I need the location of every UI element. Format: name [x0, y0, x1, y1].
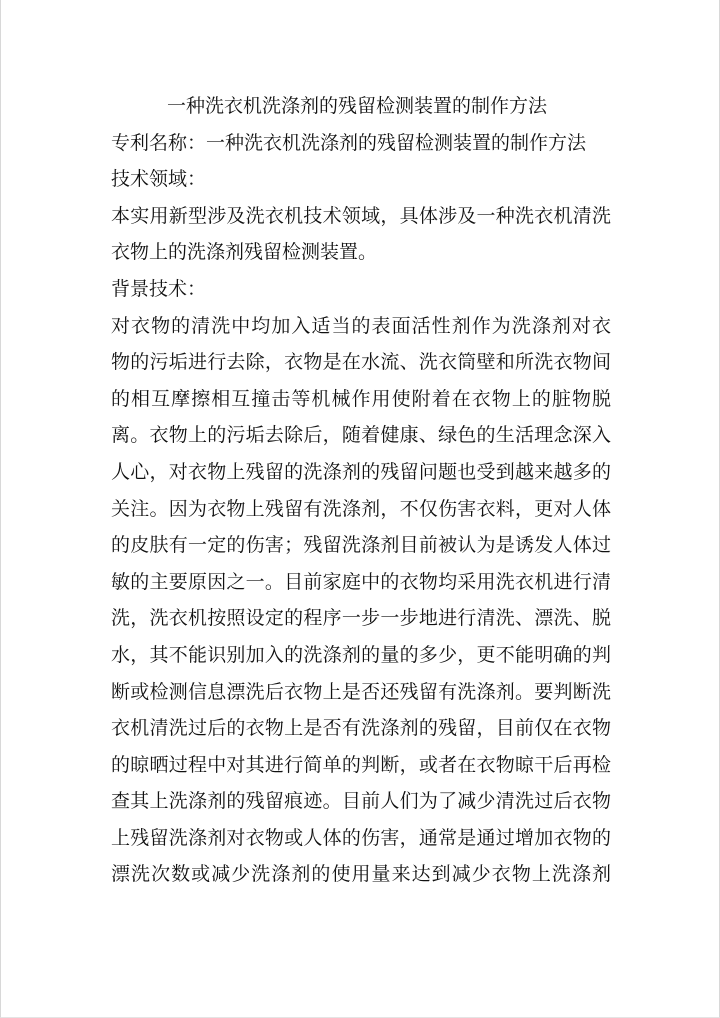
background-line: 水，其不能识别加入的洗涤剂的量的多少，更不能明确的判: [111, 643, 611, 666]
background-line: 查其上洗涤剂的残留痕迹。目前人们为了减少清洗过后衣物: [111, 790, 611, 813]
background-line: 的皮肤有一定的伤害；残留洗涤剂目前被认为是诱发人体过: [111, 534, 611, 557]
background-line: 洗，洗衣机按照设定的程序一步一步地进行清洗、漂洗、脱: [111, 607, 611, 630]
background-line: 对衣物的清洗中均加入适当的表面活性剂作为洗涤剂对衣: [111, 314, 611, 337]
background-line: 的相互摩擦相互撞击等机械作用使附着在衣物上的脏物脱: [111, 387, 611, 410]
document-title: 一种洗衣机洗涤剂的残留检测装置的制作方法: [167, 95, 548, 117]
background-line: 的晾晒过程中对其进行简单的判断，或者在衣物晾干后再检: [111, 753, 611, 776]
background-line: 衣机清洗过后的衣物上是否有洗涤剂的残留，目前仅在衣物: [111, 717, 611, 740]
background-line: 关注。因为衣物上残留有洗涤剂，不仅伤害衣料，更对人体: [111, 497, 611, 520]
document-body: [111, 88, 611, 893]
patent-name-line: 专利名称：一种洗衣机洗涤剂的残留检测装置的制作方法: [111, 131, 587, 154]
background-line: 物的污垢进行去除，衣物是在水流、洗衣筒壁和所洗衣物间: [111, 351, 611, 374]
technical-field-line: 衣物上的洗涤剂残留检测装置。: [111, 241, 378, 264]
background-line: 敏的主要原因之一。目前家庭中的衣物均采用洗衣机进行清: [111, 570, 611, 593]
technical-field-heading: 技术领域：: [111, 168, 207, 191]
background-line: 断或检测信息漂洗后衣物上是否还残留有洗涤剂。要判断洗: [111, 680, 611, 703]
background-line: 漂洗次数或减少洗涤剂的使用量来达到减少衣物上洗涤剂: [111, 863, 611, 886]
background-heading: 背景技术：: [111, 277, 207, 300]
background-line: 离。衣物上的污垢去除后，随着健康、绿色的生活理念深入: [111, 424, 611, 447]
background-line: 上残留洗涤剂对衣物或人体的伤害，通常是通过增加衣物的: [111, 826, 611, 849]
technical-field-line: 本实用新型涉及洗衣机技术领域，具体涉及一种洗衣机清洗: [111, 204, 611, 227]
background-line: 人心，对衣物上残留的洗涤剂的残留问题也受到越来越多的: [111, 460, 611, 483]
